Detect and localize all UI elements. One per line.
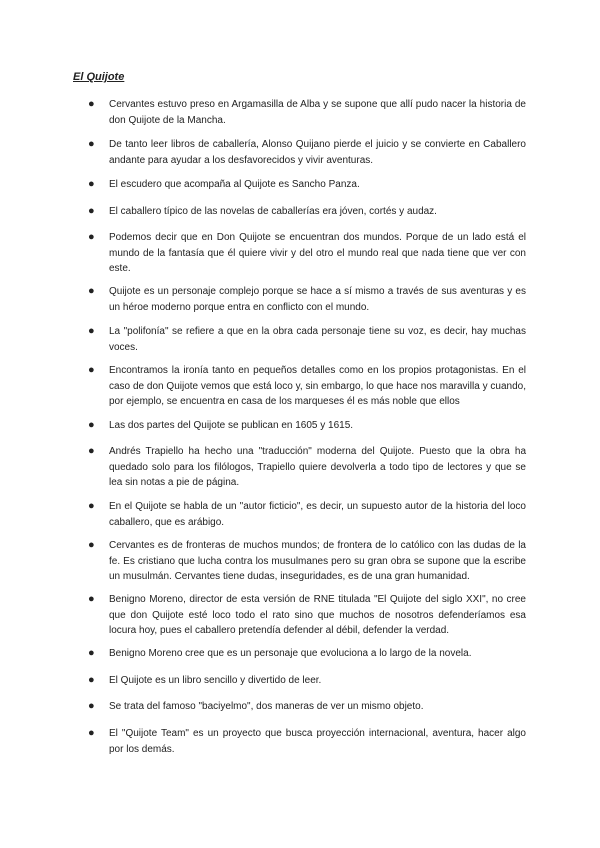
bullet-icon: ● xyxy=(88,205,95,217)
list-item-text: Podemos decir que en Don Quijote se encuentran dos mundos. Porque de un lado está el mundo de la fantasía que él quiere vivir y del otro el mundo real que nada tiene que ver con este. xyxy=(109,232,526,274)
bullet-icon: ● xyxy=(88,178,95,190)
list-item-text: En el Quijote se habla de un "autor ficticio", es decir, un supuesto autor de la historia del loco caballero, que es arábigo. xyxy=(109,501,526,528)
list-item xyxy=(88,230,526,277)
list-item-text: Encontramos la ironía tanto en pequeños detalles como en los propios protagonistas. En el caso de don Quijote vemos que está loco y, sin embargo, lo que hace nos maravilla y cuando, por ejemplo, se encuentra en casa de los marqueses él es más noble que ellos xyxy=(109,365,526,407)
list-item-text: La "polifonía" se refiere a que en la obra cada personaje tiene su voz, es decir, hay muchas voces. xyxy=(109,326,526,353)
list-item-text: Benigno Moreno, director de esta versión de RNE titulada "El Quijote del siglo XXI", no cree que don Quijote esté loco todo el rato sino que muchos de nosotros defenderíamos esa locura hoy, pues el caballero pretendía defender al débil, defender la verdad. xyxy=(109,594,526,636)
list-item xyxy=(88,444,526,491)
list-item-text: Cervantes estuvo preso en Argamasilla de Alba y se supone que allí pudo nacer la historia de don Quijote de la Mancha. xyxy=(109,99,526,126)
bullet-icon: ● xyxy=(88,364,95,376)
list-item xyxy=(88,177,526,193)
list-item xyxy=(88,499,526,530)
list-item xyxy=(88,363,526,410)
list-item-text: Las dos partes del Quijote se publican en 1605 y 1615. xyxy=(109,420,354,431)
list-item xyxy=(88,204,526,220)
list-item-text: Andrés Trapiello ha hecho una "traducción" moderna del Quijote. Puesto que la obra ha quedado solo para los filólogos, Trapiello quiere devolverla a todo tipo de lectores y que se lea sin notas a pie de página. xyxy=(109,446,526,488)
bullet-icon: ● xyxy=(88,593,95,605)
list-item xyxy=(88,646,526,662)
bullet-icon: ● xyxy=(88,674,95,686)
bullet-icon: ● xyxy=(88,325,95,337)
bullet-icon: ● xyxy=(88,700,95,712)
list-item xyxy=(88,538,526,585)
list-item-text: De tanto leer libros de caballería, Alonso Quijano pierde el juicio y se convierte en Caballero andante para ayudar a los desfavorecidos y vivir aventuras. xyxy=(109,139,526,166)
list-item xyxy=(88,284,526,315)
bullet-icon: ● xyxy=(88,500,95,512)
list-item-text: El "Quijote Team" es un proyecto que busca proyección internacional, aventura, hacer algo por los demás. xyxy=(109,728,526,755)
list-item-text: El escudero que acompaña al Quijote es Sancho Panza. xyxy=(109,179,360,190)
list-item xyxy=(88,137,526,168)
bullet-icon: ● xyxy=(88,231,95,243)
list-item xyxy=(88,97,526,128)
list-item xyxy=(88,418,526,434)
list-item-text: Quijote es un personaje complejo porque se hace a sí mismo a través de sus aventuras y es un héroe moderno porque entra en conflicto con el mundo. xyxy=(109,286,526,313)
list-item xyxy=(88,592,526,639)
bullet-icon: ● xyxy=(88,647,95,659)
bullet-icon: ● xyxy=(88,98,95,110)
list-item xyxy=(88,324,526,355)
list-item xyxy=(88,673,526,689)
list-item xyxy=(88,726,526,757)
list-item-text: Cervantes es de fronteras de muchos mundos; de frontera de lo católico con las dudas de la fe. Es cristiano que lucha contra los musulmanes pero su gran obra se supone que la escribe un musulmán. Cervantes tiene dudas, inseguridades, es de una gran humanidad. xyxy=(109,540,526,582)
list-item-text: El caballero típico de las novelas de caballerías era jóven, cortés y audaz. xyxy=(109,206,437,217)
document-title: El Quijote xyxy=(73,71,125,83)
bullet-icon: ● xyxy=(88,138,95,150)
list-item xyxy=(88,699,526,715)
bullet-icon: ● xyxy=(88,727,95,739)
bullet-icon: ● xyxy=(88,445,95,457)
bullet-icon: ● xyxy=(88,539,95,551)
bullet-icon: ● xyxy=(88,419,95,431)
bullet-icon: ● xyxy=(88,285,95,297)
list-item-text: Benigno Moreno cree que es un personaje que evoluciona a lo largo de la novela. xyxy=(109,648,472,659)
list-item-text: El Quijote es un libro sencillo y divertido de leer. xyxy=(109,675,322,686)
list-item-text: Se trata del famoso "baciyelmo", dos maneras de ver un mismo objeto. xyxy=(109,701,424,712)
